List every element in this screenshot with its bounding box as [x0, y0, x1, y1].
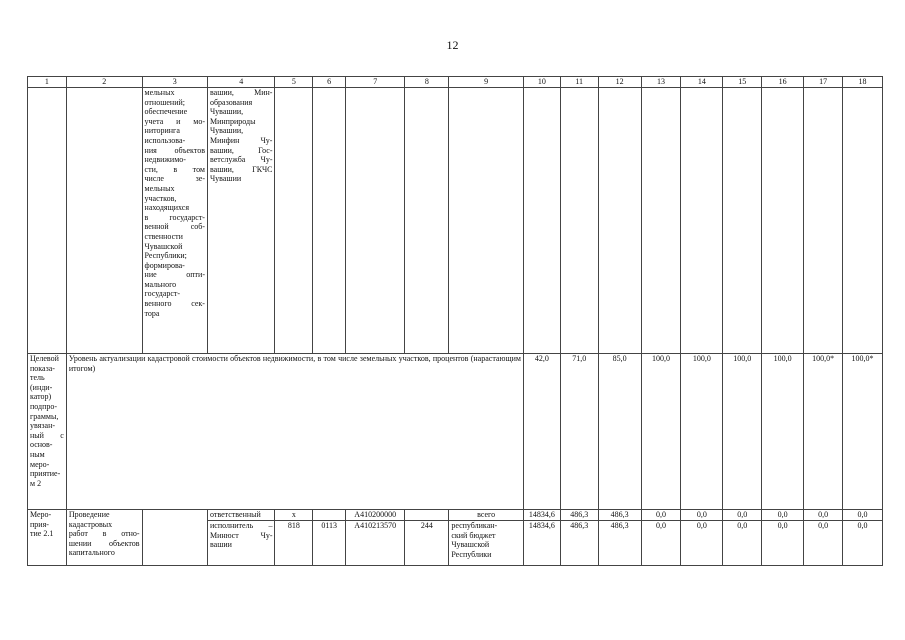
text-line: показа-	[30, 363, 55, 373]
text-line: меро-	[30, 459, 50, 469]
budget-value: 0,0	[804, 521, 843, 566]
text-line: республикан-	[451, 521, 498, 530]
column-header: 7	[346, 77, 405, 88]
indicator-value: 100,0	[762, 354, 804, 510]
indicator-value: 100,0	[723, 354, 762, 510]
text-line: учета и мо-	[144, 116, 205, 126]
text-line: Минприроды	[209, 116, 256, 126]
text-line: Чувашии,	[209, 126, 244, 136]
total-value: 0,0	[681, 510, 723, 521]
text-line: вашии, Мин-	[209, 88, 273, 97]
column-header: 8	[405, 77, 449, 88]
table-row	[28, 354, 883, 510]
text-line: формирова-	[144, 260, 185, 270]
text-line: Чувашии,	[209, 107, 244, 117]
total-value: 486,3	[598, 510, 641, 521]
cell-executors	[207, 88, 275, 354]
indicator-value: 100,0	[681, 354, 723, 510]
column-header: 2	[66, 77, 142, 88]
text-line: венного сек-	[144, 299, 205, 309]
column-header: 15	[723, 77, 762, 88]
text-line: ветслужба Чу-	[209, 155, 273, 165]
cell-description-tasks	[142, 88, 207, 354]
table-row: исполнитель – Минюст Чу- вашии 818 0113 А410213570 244 республикан- ский бюджет Чувашской Республики 14834,6 486,3 486,3 0,0 0,0 0,0 0,0 0,0 0,0	[28, 521, 883, 566]
text-line: тие 2.1	[30, 529, 54, 539]
column-header: 6	[313, 77, 346, 88]
text-line: граммы,	[30, 411, 59, 421]
header-row	[28, 77, 883, 88]
budget-value: 0,0	[681, 521, 723, 566]
budget-value: 486,3	[598, 521, 641, 566]
cell-empty	[28, 88, 67, 354]
indicator-value: 42,0	[523, 354, 560, 510]
text-line: тель	[30, 373, 45, 383]
text-line: сти, в том	[144, 164, 205, 174]
text-line: тора	[144, 308, 160, 318]
text-line: вашии, Гос-	[209, 145, 273, 155]
text-line: катор)	[30, 392, 52, 402]
text-line: Чувашии	[209, 174, 242, 184]
text-line: использова-	[144, 135, 186, 145]
cell-budget-source	[449, 521, 524, 566]
cell-empty	[66, 88, 142, 354]
text-line: вашии	[209, 540, 232, 550]
column-header: 3	[142, 77, 207, 88]
budget-value: 486,3	[560, 521, 598, 566]
total-value: 14834,6	[523, 510, 560, 521]
column-header: 10	[523, 77, 560, 88]
cell-responsible: ответственный	[207, 510, 275, 521]
text-line: Проведение	[68, 510, 110, 519]
total-value: 0,0	[641, 510, 681, 521]
column-header: 16	[762, 77, 804, 88]
text-line: подпро-	[30, 401, 58, 411]
total-value: 486,3	[560, 510, 598, 521]
text-line: основ-	[30, 440, 53, 450]
column-header: 17	[804, 77, 843, 88]
indicator-value: 71,0	[560, 354, 598, 510]
column-header: 5	[275, 77, 313, 88]
text-line: ный с	[30, 430, 64, 440]
text-line: участков,	[144, 193, 177, 203]
text-line: обеспечение	[144, 107, 188, 117]
page-number: 12	[446, 38, 459, 52]
text-line: ственности	[144, 231, 183, 241]
text-line: Республики;	[144, 251, 187, 261]
cell-measure-label	[28, 510, 67, 566]
text-line: Чувашской	[144, 241, 183, 251]
indicator-value: 100,0*	[804, 354, 843, 510]
text-line: увязан-	[30, 421, 56, 431]
column-header: 12	[598, 77, 641, 88]
text-line: шении объектов	[68, 538, 140, 548]
column-header: 1	[28, 77, 67, 88]
total-value: 0,0	[804, 510, 843, 521]
text-line: прия-	[30, 519, 49, 529]
budget-value: 0,0	[762, 521, 804, 566]
text-line: ным	[30, 449, 45, 459]
text-line: (инди-	[30, 382, 53, 392]
text-line: Чувашской	[451, 540, 490, 550]
text-line: мельных	[144, 88, 175, 97]
text-line: государст-	[144, 289, 181, 299]
table-row	[28, 88, 883, 354]
column-header: 11	[560, 77, 598, 88]
text-line: отношений;	[144, 97, 185, 107]
budget-value: 0,0	[723, 521, 762, 566]
text-line: недвижимо-	[144, 155, 186, 165]
text-line: Республики	[451, 549, 492, 559]
text-line: в государст-	[144, 212, 205, 222]
cell-indicator-label	[28, 354, 67, 510]
text-line: ниторинга	[144, 126, 180, 136]
text-line: приятие-	[30, 469, 61, 479]
cell-executor	[207, 521, 275, 566]
text-line: мального	[144, 279, 177, 289]
text-line: Меро-	[30, 510, 52, 519]
text-line: Минюст Чу-	[209, 530, 273, 540]
column-header: 13	[641, 77, 681, 88]
text-line: образования	[209, 97, 253, 107]
total-value: 0,0	[723, 510, 762, 521]
indicator-value: 100,0	[641, 354, 681, 510]
cell-indicator-description: Уровень актуализации кадастровой стоимости объектов недвижимости, в том числе земельных участков, процентов (нарастающим итогом)	[66, 354, 523, 510]
text-line: ние опти-	[144, 270, 205, 280]
text-line: венной соб-	[144, 222, 205, 232]
text-line: Целевой	[30, 354, 59, 363]
column-header: 14	[681, 77, 723, 88]
column-header: 4	[207, 77, 275, 88]
text-line: работ в отно-	[68, 529, 140, 539]
text-line: кадастровых	[68, 519, 113, 529]
cell-measure-name	[66, 510, 142, 566]
column-header: 9	[449, 77, 524, 88]
total-value: 0,0	[843, 510, 883, 521]
text-line: капитального	[68, 548, 115, 558]
budget-value: 14834,6	[523, 521, 560, 566]
text-line: Минфин Чу-	[209, 135, 273, 145]
text-line: ский бюджет	[451, 530, 496, 540]
text-line: числе зе-	[144, 174, 205, 184]
text-line: исполнитель –	[209, 521, 273, 530]
indicator-value: 85,0	[598, 354, 641, 510]
program-table	[27, 76, 883, 566]
budget-value: 0,0	[843, 521, 883, 566]
column-header: 18	[843, 77, 883, 88]
text-line: ния объектов	[144, 145, 205, 155]
table-row: Меро- прия- тие 2.1 Проведение кадастровых работ в отно- шении объектов капитального ответственный x А410200000 всего 14834,6 486,3 486,3 0,0 0,0 0,0 0,0 0,0 0,0	[28, 510, 883, 521]
budget-value: 0,0	[641, 521, 681, 566]
text-line: м 2	[30, 478, 42, 488]
indicator-value: 100,0*	[843, 354, 883, 510]
text-line: мельных	[144, 183, 175, 193]
text-line: находящихся	[144, 203, 190, 213]
text-line: вашии, ГКЧС	[209, 164, 273, 174]
total-value: 0,0	[762, 510, 804, 521]
